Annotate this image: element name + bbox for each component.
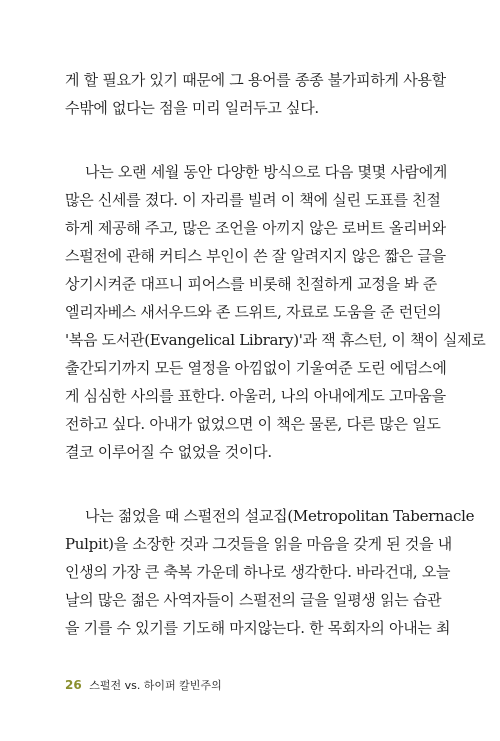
paragraph-line: 날의 많은 젊은 사역자들이 스펄전의 글을 일평생 읽는 습관 xyxy=(65,591,442,609)
paragraph-line: 나는 오랜 세월 동안 다양한 방식으로 다음 몇몇 사람에게 xyxy=(85,163,448,181)
running-title: 스펄전 vs. 하이퍼 칼빈주의 xyxy=(89,679,222,692)
paragraph-line: 게 할 필요가 있기 때문에 그 용어를 종종 불가피하게 사용할 xyxy=(65,71,446,89)
paragraph-line: 수밖에 없다는 점을 미리 일러두고 싶다. xyxy=(65,99,319,117)
paragraph-line: 나는 젊었을 때 스펄전의 설교집(Metropolitan Tabernacle xyxy=(85,507,475,525)
paragraph-line: 엘리자베스 새서우드와 존 드위트, 자료로 도움을 준 런던의 xyxy=(65,303,442,321)
paragraph-line: 많은 신세를 졌다. 이 자리를 빌려 이 책에 실린 도표를 친절 xyxy=(65,191,441,209)
paragraph-line: 출간되기까지 모든 열정을 아낌없이 기울여준 도린 에덤스에 xyxy=(65,359,447,377)
paragraph-line: 인생의 가장 큰 축복 가운데 하나로 생각한다. 바라건대, 오늘 xyxy=(65,563,451,581)
paragraph-line: '복음 도서관(Evangelical Library)'과 잭 휴스턴, 이 책이 실제로 xyxy=(65,331,486,349)
paragraph-line: 하게 제공해 주고, 많은 조언을 아끼지 않은 로버트 올리버와 xyxy=(65,219,446,237)
paragraph-line: 스펄전에 관해 커티스 부인이 쓴 잘 알려지지 않은 짧은 글을 xyxy=(65,247,446,265)
page-footer xyxy=(65,675,222,695)
page-number: 26 xyxy=(65,678,82,692)
paragraph-line: 상기시켜준 대프니 피어스를 비롯해 친절하게 교정을 봐 준 xyxy=(65,275,437,293)
paragraph-line: 전하고 싶다. 아내가 없었으면 이 책은 물론, 다른 많은 일도 xyxy=(65,415,441,433)
paragraph-line: Pulpit)을 소장한 것과 그것들을 읽을 마음을 갖게 된 것을 내 xyxy=(65,535,452,553)
paragraph-line: 을 기를 수 있기를 기도해 마지않는다. 한 목회자의 아내는 최 xyxy=(65,619,451,637)
paragraph-line: 결코 이루어질 수 없었을 것이다. xyxy=(65,443,272,461)
paragraph-line: 게 심심한 사의를 표한다. 아울러, 나의 아내에게도 고마움을 xyxy=(65,387,446,405)
